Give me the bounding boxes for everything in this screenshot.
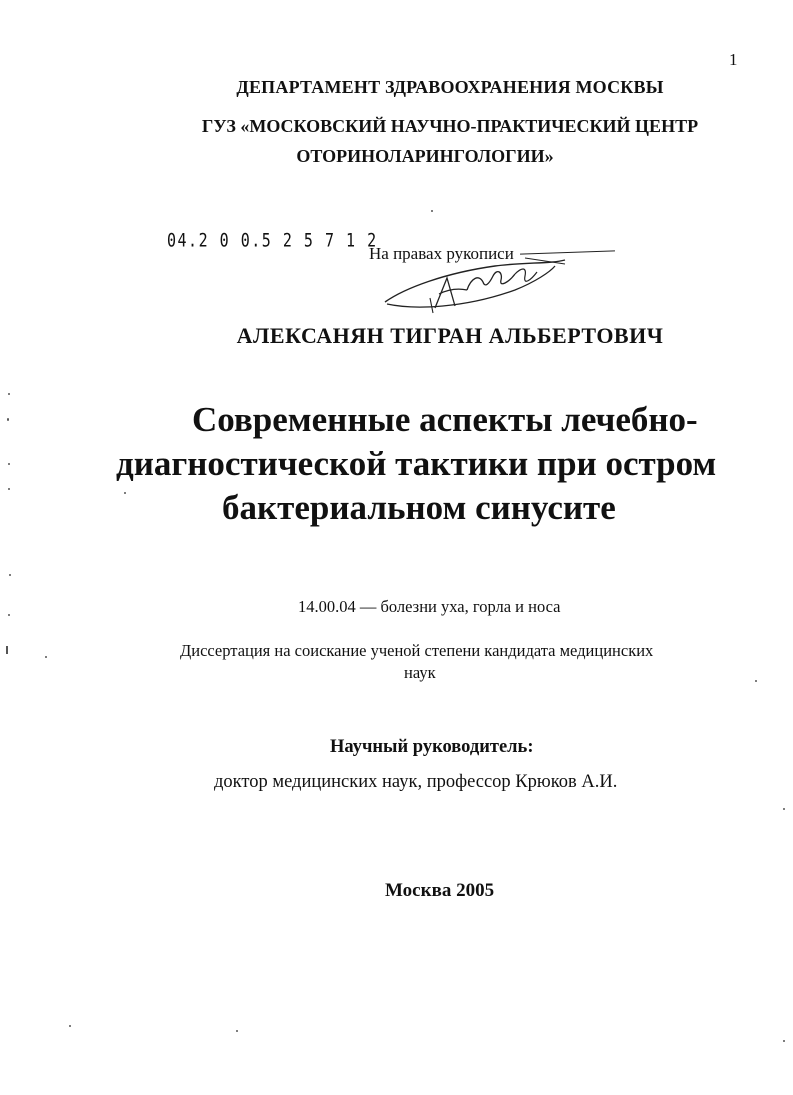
department-heading: ДЕПАРТАМЕНТ ЗДРАВООХРАНЕНИЯ МОСКВЫ [236, 77, 664, 97]
dissertation-degree-line-1: Диссертация на соискание ученой степени кандидата медицинских [180, 641, 654, 660]
title-line-2: диагностической тактики при остром [116, 444, 717, 483]
author-name: АЛЕКСАНЯН ТИГРАН АЛЬБЕРТОВИЧ [236, 323, 664, 348]
organization-line-1: ГУЗ «МОСКОВСКИЙ НАУЧНО-ПРАКТИЧЕСКИЙ ЦЕНТР [201, 116, 699, 136]
title-line-3: бактериальном синусите [222, 488, 616, 527]
scan-speck [45, 656, 47, 658]
scan-speck [783, 1040, 785, 1042]
manuscript-rights-label: На правах рукописи [369, 244, 514, 263]
scan-speck [783, 808, 785, 810]
dissertation-title [116, 398, 756, 530]
scan-speck [431, 210, 433, 212]
handwritten-signature [375, 238, 575, 318]
scan-speck [236, 1030, 238, 1032]
specialty-code: 14.00.04 — болезни уха, горла и носа [298, 597, 561, 616]
title-line-1: Современные аспекты лечебно- [192, 400, 698, 439]
scan-speck [124, 492, 126, 494]
archive-stamp-number: 04.2 0 0.5 2 5 7 1 2 [167, 229, 378, 252]
organization-line-2: ОТОРИНОЛАРИНГОЛОГИИ» [296, 146, 554, 166]
scan-speck [8, 393, 10, 395]
scan-speck [69, 1025, 71, 1027]
scan-speck [8, 614, 10, 616]
scan-speck [7, 418, 9, 421]
supervisor-label: Научный руководитель: [330, 737, 534, 757]
scan-speck [755, 680, 757, 682]
city-and-year: Москва 2005 [385, 880, 495, 901]
scan-speck [8, 488, 10, 490]
supervisor-name: доктор медицинских наук, профессор Крюков А.И. [214, 772, 618, 792]
dissertation-degree-line-2: наук [404, 663, 436, 682]
scan-speck [6, 646, 8, 654]
scan-speck [9, 574, 11, 576]
page-number: 1 [729, 50, 738, 69]
scan-speck [8, 463, 10, 465]
